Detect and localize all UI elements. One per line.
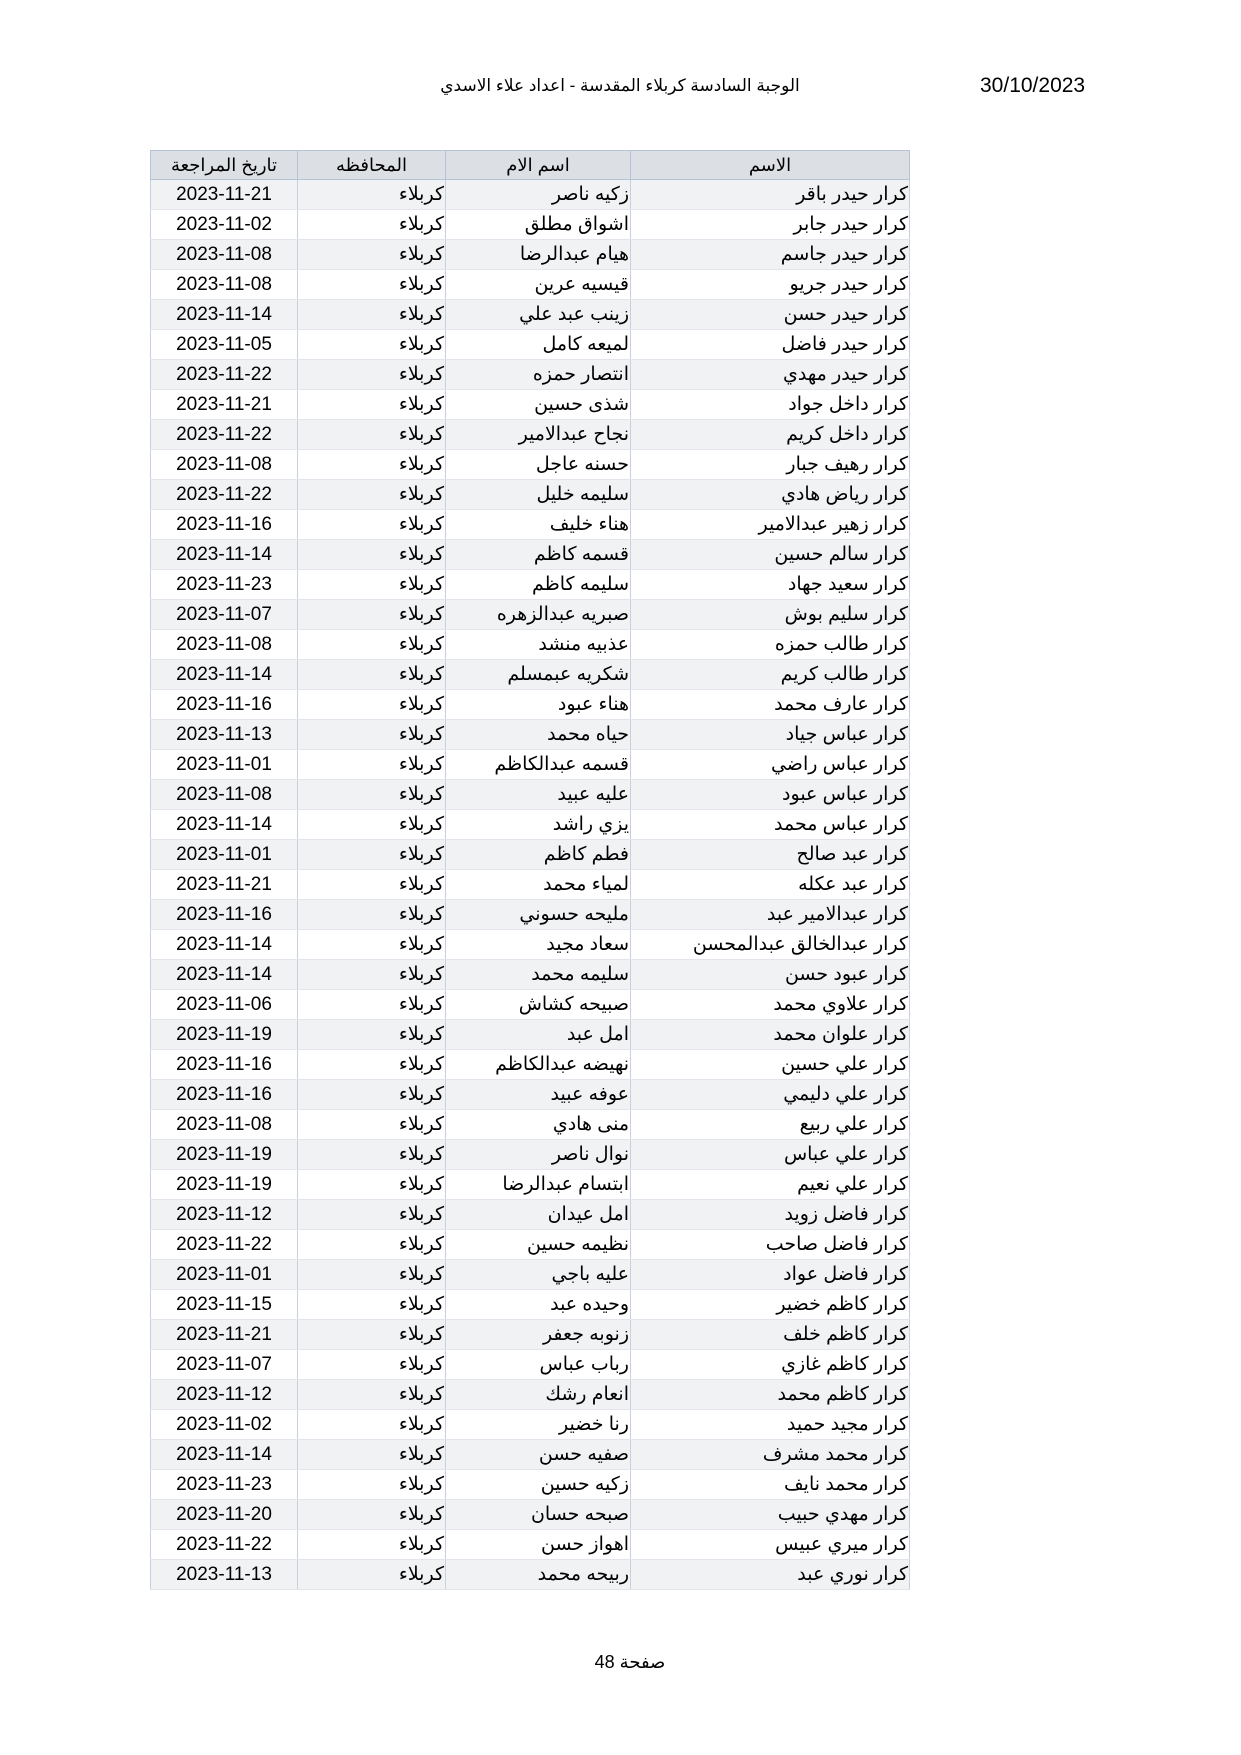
- name-cell: كرار حيدر جريو: [631, 270, 910, 300]
- governorate-cell: كربلاء: [298, 1050, 446, 1080]
- name-cell: كرار حيدر جاسم: [631, 240, 910, 270]
- name-cell: كرار نوري عبد: [631, 1560, 910, 1590]
- mother-name-cell: صفيه حسن: [446, 1440, 631, 1470]
- governorate-cell: كربلاء: [298, 390, 446, 420]
- review-date-cell: 2023-11-21: [151, 180, 298, 210]
- table-row: [151, 870, 910, 900]
- table-header-row: [151, 151, 910, 180]
- table-row: [151, 540, 910, 570]
- review-date-cell: 2023-11-01: [151, 840, 298, 870]
- table-row: [151, 1170, 910, 1200]
- mother-name-cell: انتصار حمزه: [446, 360, 631, 390]
- review-date-cell: 2023-11-22: [151, 480, 298, 510]
- name-cell: كرار محمد مشرف: [631, 1440, 910, 1470]
- table-row: [151, 1230, 910, 1260]
- mother-name-cell: زنوبه جعفر: [446, 1320, 631, 1350]
- name-cell: كرار حيدر حسن: [631, 300, 910, 330]
- review-date-cell: 2023-11-22: [151, 420, 298, 450]
- governorate-cell: كربلاء: [298, 210, 446, 240]
- governorate-cell: كربلاء: [298, 600, 446, 630]
- governorate-cell: كربلاء: [298, 930, 446, 960]
- mother-name-cell: صبيحه كشاش: [446, 990, 631, 1020]
- review-date-cell: 2023-11-23: [151, 1470, 298, 1500]
- governorate-cell: كربلاء: [298, 690, 446, 720]
- mother-name-cell: عليه باجي: [446, 1260, 631, 1290]
- mother-name-cell: انعام رشك: [446, 1380, 631, 1410]
- table-row: [151, 1470, 910, 1500]
- table-row: [151, 1410, 910, 1440]
- mother-name-cell: ابتسام عبدالرضا: [446, 1170, 631, 1200]
- governorate-cell: كربلاء: [298, 1110, 446, 1140]
- name-cell: كرار مجيد حميد: [631, 1410, 910, 1440]
- mother-name-cell: نوال ناصر: [446, 1140, 631, 1170]
- table-row: [151, 750, 910, 780]
- name-cell: كرار مهدي حبيب: [631, 1500, 910, 1530]
- name-cell: كرار عبد عكله: [631, 870, 910, 900]
- mother-name-cell: امل عبد: [446, 1020, 631, 1050]
- review-date-cell: 2023-11-12: [151, 1200, 298, 1230]
- table-row: [151, 930, 910, 960]
- table-row: [151, 1560, 910, 1590]
- table-row: [151, 630, 910, 660]
- mother-name-cell: صبحه حسان: [446, 1500, 631, 1530]
- review-date-cell: 2023-11-14: [151, 930, 298, 960]
- review-date-cell: 2023-11-14: [151, 810, 298, 840]
- table-row: [151, 810, 910, 840]
- mother-name-cell: منى هادي: [446, 1110, 631, 1140]
- table-row: [151, 660, 910, 690]
- governorate-cell: كربلاء: [298, 360, 446, 390]
- mother-name-cell: رنا خضير: [446, 1410, 631, 1440]
- table-row: [151, 210, 910, 240]
- review-date-cell: 2023-11-02: [151, 210, 298, 240]
- mother-name-cell: سليمه محمد: [446, 960, 631, 990]
- mother-name-cell: هيام عبدالرضا: [446, 240, 631, 270]
- governorate-cell: كربلاء: [298, 450, 446, 480]
- name-cell: كرار عبدالامير عبد: [631, 900, 910, 930]
- review-date-cell: 2023-11-13: [151, 720, 298, 750]
- name-cell: كرار كاظم محمد: [631, 1380, 910, 1410]
- table-row: [151, 1290, 910, 1320]
- review-date-cell: 2023-11-05: [151, 330, 298, 360]
- document-date: 30/10/2023: [980, 74, 1086, 97]
- mother-name-cell: قسمه كاظم: [446, 540, 631, 570]
- table-row: [151, 780, 910, 810]
- mother-name-cell: رباب عباس: [446, 1350, 631, 1380]
- review-date-cell: 2023-11-07: [151, 1350, 298, 1380]
- mother-name-cell: نظيمه حسين: [446, 1230, 631, 1260]
- review-date-cell: 2023-11-02: [151, 1410, 298, 1440]
- table-row: [151, 840, 910, 870]
- name-cell: كرار عباس محمد: [631, 810, 910, 840]
- review-date-cell: 2023-11-21: [151, 870, 298, 900]
- mother-name-cell: شكريه عبمسلم: [446, 660, 631, 690]
- governorate-cell: كربلاء: [298, 1020, 446, 1050]
- review-date-cell: 2023-11-01: [151, 750, 298, 780]
- review-date-cell: 2023-11-22: [151, 1530, 298, 1560]
- governorate-cell: كربلاء: [298, 870, 446, 900]
- review-date-cell: 2023-11-22: [151, 1230, 298, 1260]
- table-row: [151, 1050, 910, 1080]
- review-date-cell: 2023-11-14: [151, 300, 298, 330]
- name-cell: كرار عبد صالح: [631, 840, 910, 870]
- review-date-cell: 2023-11-21: [151, 390, 298, 420]
- review-date-cell: 2023-11-21: [151, 1320, 298, 1350]
- mother-name-cell: هناء عبود: [446, 690, 631, 720]
- document-title: الوجبة السادسة كربلاء المقدسة - اعداد علاء الاسدي: [440, 76, 800, 95]
- mother-name-cell: اهواز حسن: [446, 1530, 631, 1560]
- table-row: [151, 480, 910, 510]
- table-row: [151, 450, 910, 480]
- name-cell: كرار سعيد جهاد: [631, 570, 910, 600]
- mother-name-cell: شذى حسين: [446, 390, 631, 420]
- name-cell: كرار عارف محمد: [631, 690, 910, 720]
- governorate-cell: كربلاء: [298, 1350, 446, 1380]
- mother-name-cell: عوفه عبيد: [446, 1080, 631, 1110]
- governorate-cell: كربلاء: [298, 1080, 446, 1110]
- review-date-cell: 2023-11-16: [151, 1080, 298, 1110]
- table-row: [151, 1350, 910, 1380]
- name-cell: كرار علي ربيع: [631, 1110, 910, 1140]
- mother-name-cell: لمياء محمد: [446, 870, 631, 900]
- table-row: [151, 270, 910, 300]
- review-date-cell: 2023-11-22: [151, 360, 298, 390]
- mother-name-cell: نجاح عبدالامير: [446, 420, 631, 450]
- governorate-cell: كربلاء: [298, 960, 446, 990]
- governorate-cell: كربلاء: [298, 750, 446, 780]
- mother-name-cell: سليمه خليل: [446, 480, 631, 510]
- governorate-cell: كربلاء: [298, 1200, 446, 1230]
- review-date-cell: 2023-11-19: [151, 1170, 298, 1200]
- review-date-cell: 2023-11-20: [151, 1500, 298, 1530]
- table-row: [151, 1080, 910, 1110]
- review-date-cell: 2023-11-14: [151, 960, 298, 990]
- mother-name-cell: سعاد مجيد: [446, 930, 631, 960]
- mother-name-cell: عذبيه منشد: [446, 630, 631, 660]
- table-row: [151, 960, 910, 990]
- review-date-cell: 2023-11-13: [151, 1560, 298, 1590]
- table-row: [151, 1320, 910, 1350]
- mother-name-cell: قسمه عبدالكاظم: [446, 750, 631, 780]
- governorate-cell: كربلاء: [298, 510, 446, 540]
- name-cell: كرار فاضل زويد: [631, 1200, 910, 1230]
- column-header-mother-name: اسم الام: [446, 151, 631, 180]
- review-date-cell: 2023-11-16: [151, 1050, 298, 1080]
- name-cell: كرار علوان محمد: [631, 1020, 910, 1050]
- table-row: [151, 1440, 910, 1470]
- table-row: [151, 1500, 910, 1530]
- governorate-cell: كربلاء: [298, 1290, 446, 1320]
- name-cell: كرار علي دليمي: [631, 1080, 910, 1110]
- governorate-cell: كربلاء: [298, 1260, 446, 1290]
- governorate-cell: كربلاء: [298, 990, 446, 1020]
- mother-name-cell: يزي راشد: [446, 810, 631, 840]
- review-date-cell: 2023-11-19: [151, 1020, 298, 1050]
- governorate-cell: كربلاء: [298, 540, 446, 570]
- governorate-cell: كربلاء: [298, 1440, 446, 1470]
- review-date-cell: 2023-11-16: [151, 510, 298, 540]
- mother-name-cell: سليمه كاظم: [446, 570, 631, 600]
- governorate-cell: كربلاء: [298, 1140, 446, 1170]
- table-row: [151, 300, 910, 330]
- name-cell: كرار حيدر مهدي: [631, 360, 910, 390]
- name-cell: كرار عباس عبود: [631, 780, 910, 810]
- review-date-cell: 2023-11-16: [151, 690, 298, 720]
- table-row: [151, 600, 910, 630]
- governorate-cell: كربلاء: [298, 420, 446, 450]
- table-row: [151, 570, 910, 600]
- governorate-cell: كربلاء: [298, 720, 446, 750]
- roster-table: [150, 150, 910, 1590]
- name-cell: كرار عبدالخالق عبدالمحسن: [631, 930, 910, 960]
- name-cell: كرار طالب كريم: [631, 660, 910, 690]
- name-cell: كرار علي عباس: [631, 1140, 910, 1170]
- name-cell: كرار فاضل عواد: [631, 1260, 910, 1290]
- mother-name-cell: مليحه حسوني: [446, 900, 631, 930]
- review-date-cell: 2023-11-08: [151, 240, 298, 270]
- table-row: [151, 990, 910, 1020]
- governorate-cell: كربلاء: [298, 180, 446, 210]
- name-cell: كرار ميري عبيس: [631, 1530, 910, 1560]
- name-cell: كرار سليم بوش: [631, 600, 910, 630]
- review-date-cell: 2023-11-16: [151, 900, 298, 930]
- name-cell: كرار فاضل صاحب: [631, 1230, 910, 1260]
- mother-name-cell: فطم كاظم: [446, 840, 631, 870]
- table-row: [151, 180, 910, 210]
- review-date-cell: 2023-11-14: [151, 660, 298, 690]
- mother-name-cell: وحيده عبد: [446, 1290, 631, 1320]
- table-body: [151, 180, 910, 1590]
- governorate-cell: كربلاء: [298, 840, 446, 870]
- review-date-cell: 2023-11-08: [151, 630, 298, 660]
- mother-name-cell: اشواق مطلق: [446, 210, 631, 240]
- governorate-cell: كربلاء: [298, 810, 446, 840]
- name-cell: كرار داخل جواد: [631, 390, 910, 420]
- mother-name-cell: عليه عبيد: [446, 780, 631, 810]
- review-date-cell: 2023-11-08: [151, 270, 298, 300]
- governorate-cell: كربلاء: [298, 480, 446, 510]
- review-date-cell: 2023-11-08: [151, 780, 298, 810]
- mother-name-cell: امل عيدان: [446, 1200, 631, 1230]
- governorate-cell: كربلاء: [298, 660, 446, 690]
- table-row: [151, 330, 910, 360]
- governorate-cell: كربلاء: [298, 1500, 446, 1530]
- governorate-cell: كربلاء: [298, 1320, 446, 1350]
- name-cell: كرار محمد نايف: [631, 1470, 910, 1500]
- name-cell: كرار عبود حسن: [631, 960, 910, 990]
- governorate-cell: كربلاء: [298, 270, 446, 300]
- table-row: [151, 1200, 910, 1230]
- table-row: [151, 900, 910, 930]
- review-date-cell: 2023-11-06: [151, 990, 298, 1020]
- mother-name-cell: هناء خليف: [446, 510, 631, 540]
- name-cell: كرار طالب حمزه: [631, 630, 910, 660]
- table-row: [151, 390, 910, 420]
- governorate-cell: كربلاء: [298, 1230, 446, 1260]
- table-row: [151, 1380, 910, 1410]
- name-cell: كرار كاظم خضير: [631, 1290, 910, 1320]
- table-row: [151, 1140, 910, 1170]
- name-cell: كرار زهير عبدالامير: [631, 510, 910, 540]
- governorate-cell: كربلاء: [298, 1560, 446, 1590]
- mother-name-cell: زكيه حسين: [446, 1470, 631, 1500]
- column-header-name: الاسم: [631, 151, 910, 180]
- name-cell: كرار حيدر باقر: [631, 180, 910, 210]
- mother-name-cell: قيسيه عرين: [446, 270, 631, 300]
- review-date-cell: 2023-11-19: [151, 1140, 298, 1170]
- name-cell: كرار علي نعيم: [631, 1170, 910, 1200]
- mother-name-cell: ربيحه محمد: [446, 1560, 631, 1590]
- governorate-cell: كربلاء: [298, 330, 446, 360]
- name-cell: كرار كاظم خلف: [631, 1320, 910, 1350]
- name-cell: كرار عباس جياد: [631, 720, 910, 750]
- governorate-cell: كربلاء: [298, 630, 446, 660]
- table-row: [151, 1260, 910, 1290]
- name-cell: كرار كاظم غازي: [631, 1350, 910, 1380]
- governorate-cell: كربلاء: [298, 1380, 446, 1410]
- name-cell: كرار علي حسين: [631, 1050, 910, 1080]
- governorate-cell: كربلاء: [298, 900, 446, 930]
- mother-name-cell: حسنه عاجل: [446, 450, 631, 480]
- governorate-cell: كربلاء: [298, 1410, 446, 1440]
- governorate-cell: كربلاء: [298, 240, 446, 270]
- review-date-cell: 2023-11-08: [151, 1110, 298, 1140]
- name-cell: كرار علاوي محمد: [631, 990, 910, 1020]
- mother-name-cell: زكيه ناصر: [446, 180, 631, 210]
- column-header-review-date: تاريخ المراجعة: [151, 151, 298, 180]
- name-cell: كرار سالم حسين: [631, 540, 910, 570]
- review-date-cell: 2023-11-14: [151, 1440, 298, 1470]
- mother-name-cell: لميعه كامل: [446, 330, 631, 360]
- governorate-cell: كربلاء: [298, 570, 446, 600]
- name-cell: كرار رهيف جبار: [631, 450, 910, 480]
- name-cell: كرار داخل كريم: [631, 420, 910, 450]
- name-cell: كرار حيدر جابر: [631, 210, 910, 240]
- table-row: [151, 510, 910, 540]
- review-date-cell: 2023-11-23: [151, 570, 298, 600]
- name-cell: كرار حيدر فاضل: [631, 330, 910, 360]
- governorate-cell: كربلاء: [298, 300, 446, 330]
- table-row: [151, 360, 910, 390]
- review-date-cell: 2023-11-15: [151, 1290, 298, 1320]
- table-row: [151, 720, 910, 750]
- governorate-cell: كربلاء: [298, 1170, 446, 1200]
- table-row: [151, 1020, 910, 1050]
- name-cell: كرار رياض هادي: [631, 480, 910, 510]
- governorate-cell: كربلاء: [298, 1530, 446, 1560]
- table-row: [151, 420, 910, 450]
- name-cell: كرار عباس راضي: [631, 750, 910, 780]
- table-row: [151, 240, 910, 270]
- governorate-cell: كربلاء: [298, 1470, 446, 1500]
- table-row: [151, 1530, 910, 1560]
- page-number: صفحة 48: [594, 1652, 666, 1672]
- mother-name-cell: حياه محمد: [446, 720, 631, 750]
- review-date-cell: 2023-11-08: [151, 450, 298, 480]
- mother-name-cell: صبريه عبدالزهره: [446, 600, 631, 630]
- review-date-cell: 2023-11-12: [151, 1380, 298, 1410]
- column-header-governorate: المحافظه: [298, 151, 446, 180]
- table-row: [151, 1110, 910, 1140]
- table-row: [151, 690, 910, 720]
- governorate-cell: كربلاء: [298, 780, 446, 810]
- mother-name-cell: زينب عبد علي: [446, 300, 631, 330]
- review-date-cell: 2023-11-07: [151, 600, 298, 630]
- mother-name-cell: نهيضه عبدالكاظم: [446, 1050, 631, 1080]
- review-date-cell: 2023-11-01: [151, 1260, 298, 1290]
- review-date-cell: 2023-11-14: [151, 540, 298, 570]
